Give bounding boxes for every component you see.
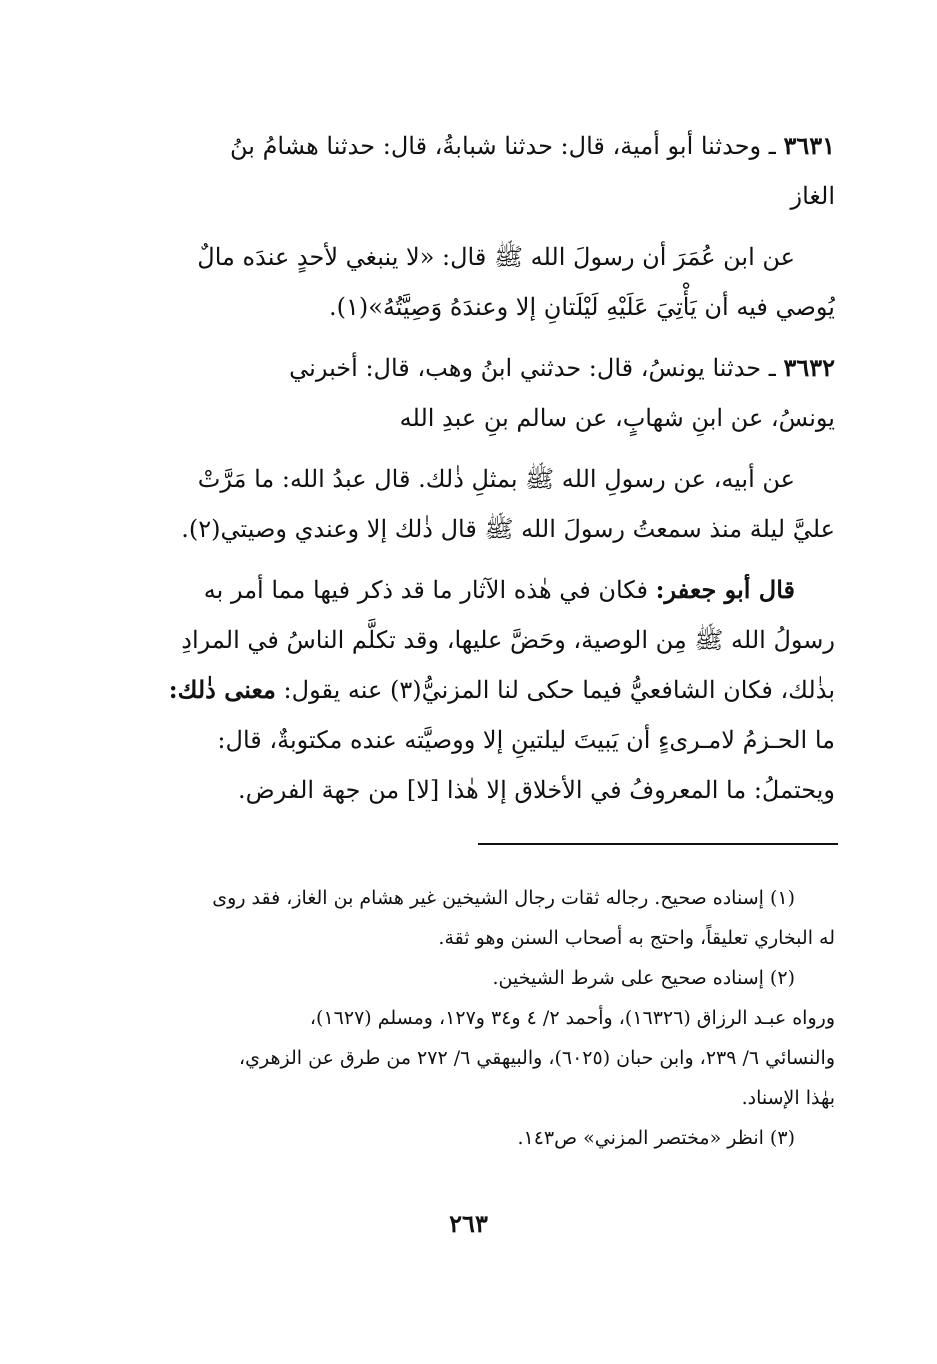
footnote-separator — [478, 843, 838, 845]
footnote-2: (٢) إسناده صحيح على شرط الشيخين. — [492, 967, 795, 989]
hadith-3632-isnad — [120, 343, 835, 443]
commentary-text: ما الحـزمُ لامـرىءٍ أن يَبيتَ ليلتينِ إلا ووصيَّته عنده مكتوبةٌ، قال: — [217, 726, 835, 754]
footnote-3: (٣) انظر «مختصر المزني» ص١٤٣. — [517, 1127, 795, 1149]
commentary-speaker: قال أبو جعفر: — [655, 575, 795, 604]
footnote-1: (١) إسناده صحيح. رجاله ثقات رجال الشيخين غير هشام بن الغاز، فقد روى — [212, 887, 795, 909]
footnotes — [120, 878, 835, 1158]
hadith-3631-matn — [120, 232, 835, 332]
footnote-2-cont: والنسائي ٦/ ٢٣٩، وابن حبان (٦٠٢٥)، والبيهقي ٦/ ٢٧٢ من طرق عن الزهري، — [239, 1047, 835, 1069]
commentary-text: بذٰلك، فكان الشافعيُّ فيما حكى لنا المزنيُّ(٣) عنه يقول: — [283, 676, 835, 704]
hadith-number: ٣٦٣٢ — [783, 353, 835, 382]
matn-text: عن أبيه، عن رسولِ الله ﷺ بمثلِ ذٰلك. قال عبدُ الله: ما مَرَّتْ — [197, 465, 795, 493]
commentary-paragraph — [120, 565, 835, 815]
footnote-2-cont: ورواه عبـد الرزاق (١٦٣٢٦)، وأحمد ٢/ ٤ و٣٤ و١٢٧، ومسلم (١٦٢٧)، — [309, 1007, 835, 1029]
commentary-text: رسولُ الله ﷺ مِن الوصية، وحَضَّ عليها، وقد تكلَّم الناسُ في المرادِ — [181, 626, 835, 654]
matn-text: عن ابن عُمَرَ أن رسولَ الله ﷺ قال: «لا ينبغي لأحدٍ عندَه مالٌ — [197, 243, 795, 271]
commentary-emphasis: معنى ذٰلك: — [168, 675, 276, 704]
page-number: ٢٦٣ — [449, 1209, 488, 1238]
isnad-text: ـ حدثنا يونسُ، قال: حدثني ابنُ وهب، قال: أخبرني — [289, 354, 776, 382]
isnad-text: ـ وحدثنا أبو أمية، قال: حدثنا شبابةُ، قال: حدثنا هشامُ بنُ — [229, 132, 776, 160]
matn-text: يُوصي فيه أن يَأْتِيَ عَلَيْهِ لَيْلَتانِ إلا وعندَهُ وَصِيَّتُهُ»(١). — [328, 293, 835, 321]
commentary-text: ويحتملُ: ما المعروفُ في الأخلاق إلا هٰذا [لا] من جهة الفرض. — [238, 776, 835, 804]
footnote-1-cont: له البخاري تعليقاً، واحتج به أصحاب السنن وهو ثقة. — [438, 927, 835, 949]
hadith-3632-matn — [120, 454, 835, 554]
matn-text: عليَّ ليلة منذ سمعتُ رسولَ الله ﷺ قال ذٰلك إلا وعندي وصيتي(٢). — [181, 515, 835, 543]
hadith-3631-isnad — [120, 121, 835, 221]
hadith-number: ٣٦٣١ — [783, 131, 835, 160]
isnad-text: يونسُ، عن ابنِ شهابٍ، عن سالم بنِ عبدِ الله — [399, 404, 835, 432]
isnad-text: الغاز — [790, 182, 835, 210]
commentary-text: فكان في هٰذه الآثار ما قد ذكر فيها مما أمر به — [203, 576, 649, 604]
footnote-2-cont: بهٰذا الإسناد. — [741, 1087, 835, 1109]
